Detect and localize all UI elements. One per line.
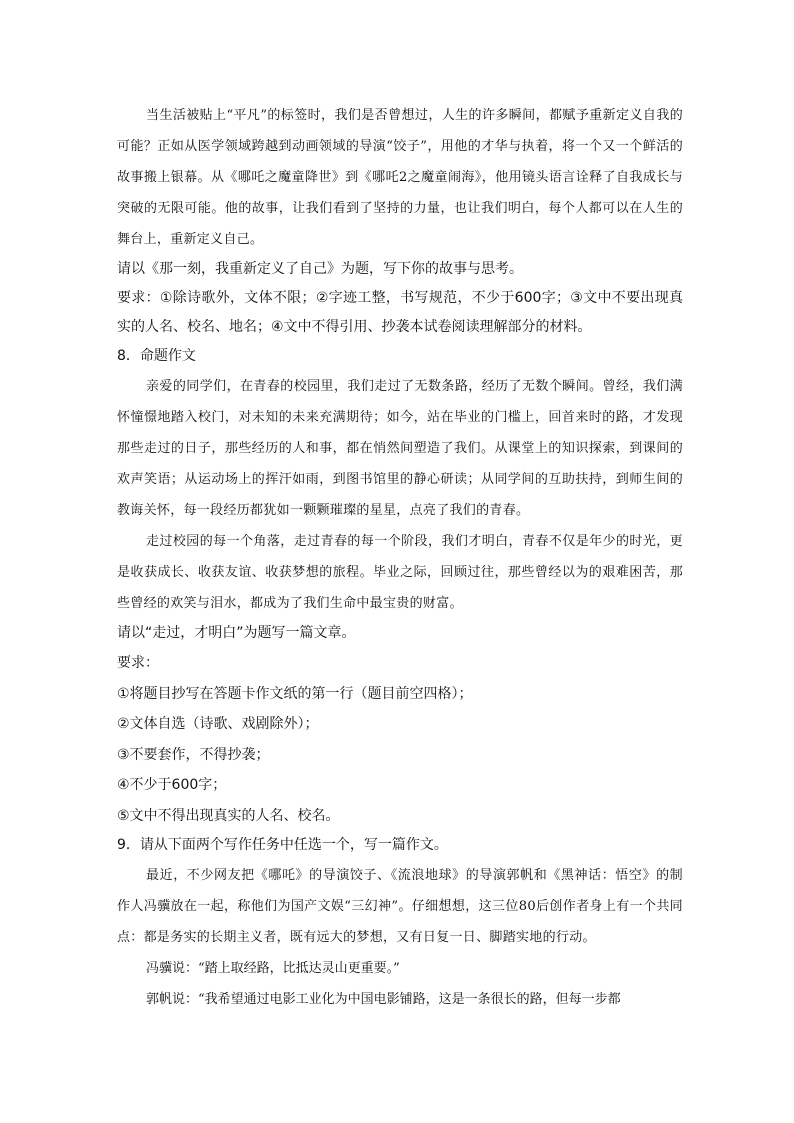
requirement-item: ④不少于600字； — [117, 777, 227, 793]
section7-intro-paragraph: 当生活被贴上“平凡”的标签时，我们是否曾想过，人生的许多瞬间，都赋予重新定义自我的可能？正如从医学领域跨越到动画领域的导演“饺子”，用他的才华与执着，将一个又一个鲜活的故事搬上银幕。从《哪吒之魔童降世》到《哪吒2之魔童闹海》，他用镜头语言诠释了自我成长与突破的无限可能。他的故事，让我们看到了坚持的力量，也让我们明白，每个人都可以在人生的舞台上，重新定义自己。 — [117, 108, 683, 247]
section8-heading: 8．命题作文 — [117, 348, 196, 364]
section7-prompt: 请以《那一刻，我重新定义了自己》为题，写下你的故事与思考。 — [117, 261, 523, 277]
section8-paragraph-1: 亲爱的同学们，在青春的校园里，我们走过了无数条路，经历了无数个瞬间。曾经，我们满怀憧憬地踏入校门，对未知的未来充满期待；如今，站在毕业的门槛上，回首来时的路，才发现那些走过的日子，那些经历的人和事，都在悄然间塑造了我们。从课堂上的知识探索，到课间的欢声笑语；从运动场上的挥汗如雨，到图书馆里的静心研读；从同学间的互助扶持，到师生间的教诲关怀，每一段经历都犹如一颗颗璀璨的星星，点亮了我们的青春。 — [117, 379, 683, 518]
section8-prompt: 请以“走过，才明白”为题写一篇文章。 — [117, 625, 356, 641]
requirement-item: ②文体自选（诗歌、戏剧除外）； — [117, 716, 319, 732]
section9-quote-2: 郭帆说：“我希望通过电影工业化为中国电影铺路，这是一条很长的路，但每一步都 — [146, 992, 621, 1007]
requirement-item: ①将题目抄写在答题卡作文纸的第一行（题目前空四格）； — [117, 685, 473, 702]
exam-page — [117, 100, 683, 1015]
section7-requirements: 要求：①除诗歌外，文体不限；②字迹工整，书写规范，不少于600字；③文中不要出现真实的人名、校名、地名；④文中不得引用、抄袭本试卷阅读理解部分的材料。 — [117, 290, 683, 335]
section8-requirements-label: 要求： — [117, 655, 159, 671]
section9-heading: 9．请从下面两个写作任务中任选一个，写一篇作文。 — [117, 837, 448, 853]
requirement-item: ③不要套作，不得抄袭； — [117, 746, 270, 763]
section9-paragraph-1: 最近，不少网友把《哪吒》的导演饺子、《流浪地球》的导演郭帆和《黑神话：悟空》的制作人冯骥放在一起，称他们为国产文娱“三幻神”。仔细想想，这三位80后创作者身上有一个共同点：都是务实的长期主义者，既有远大的梦想，又有日复一日、脚踏实地的行动。 — [117, 868, 683, 945]
section9-quote-1: 冯骥说：“踏上取经路，比抵达灵山更重要。” — [146, 961, 400, 976]
section8-paragraph-2: 走过校园的每一个角落，走过青春的每一个阶段，我们才明白，青春不仅是年少的时光，更是收获成长、收获友谊、收获梦想的旅程。毕业之际，回顾过往，那些曾经以为的艰难困苦，那些曾经的欢笑与泪水，都成为了我们生命中最宝贵的财富。 — [117, 534, 683, 611]
requirement-item: ⑤文中不得出现真实的人名、校名。 — [117, 807, 340, 824]
